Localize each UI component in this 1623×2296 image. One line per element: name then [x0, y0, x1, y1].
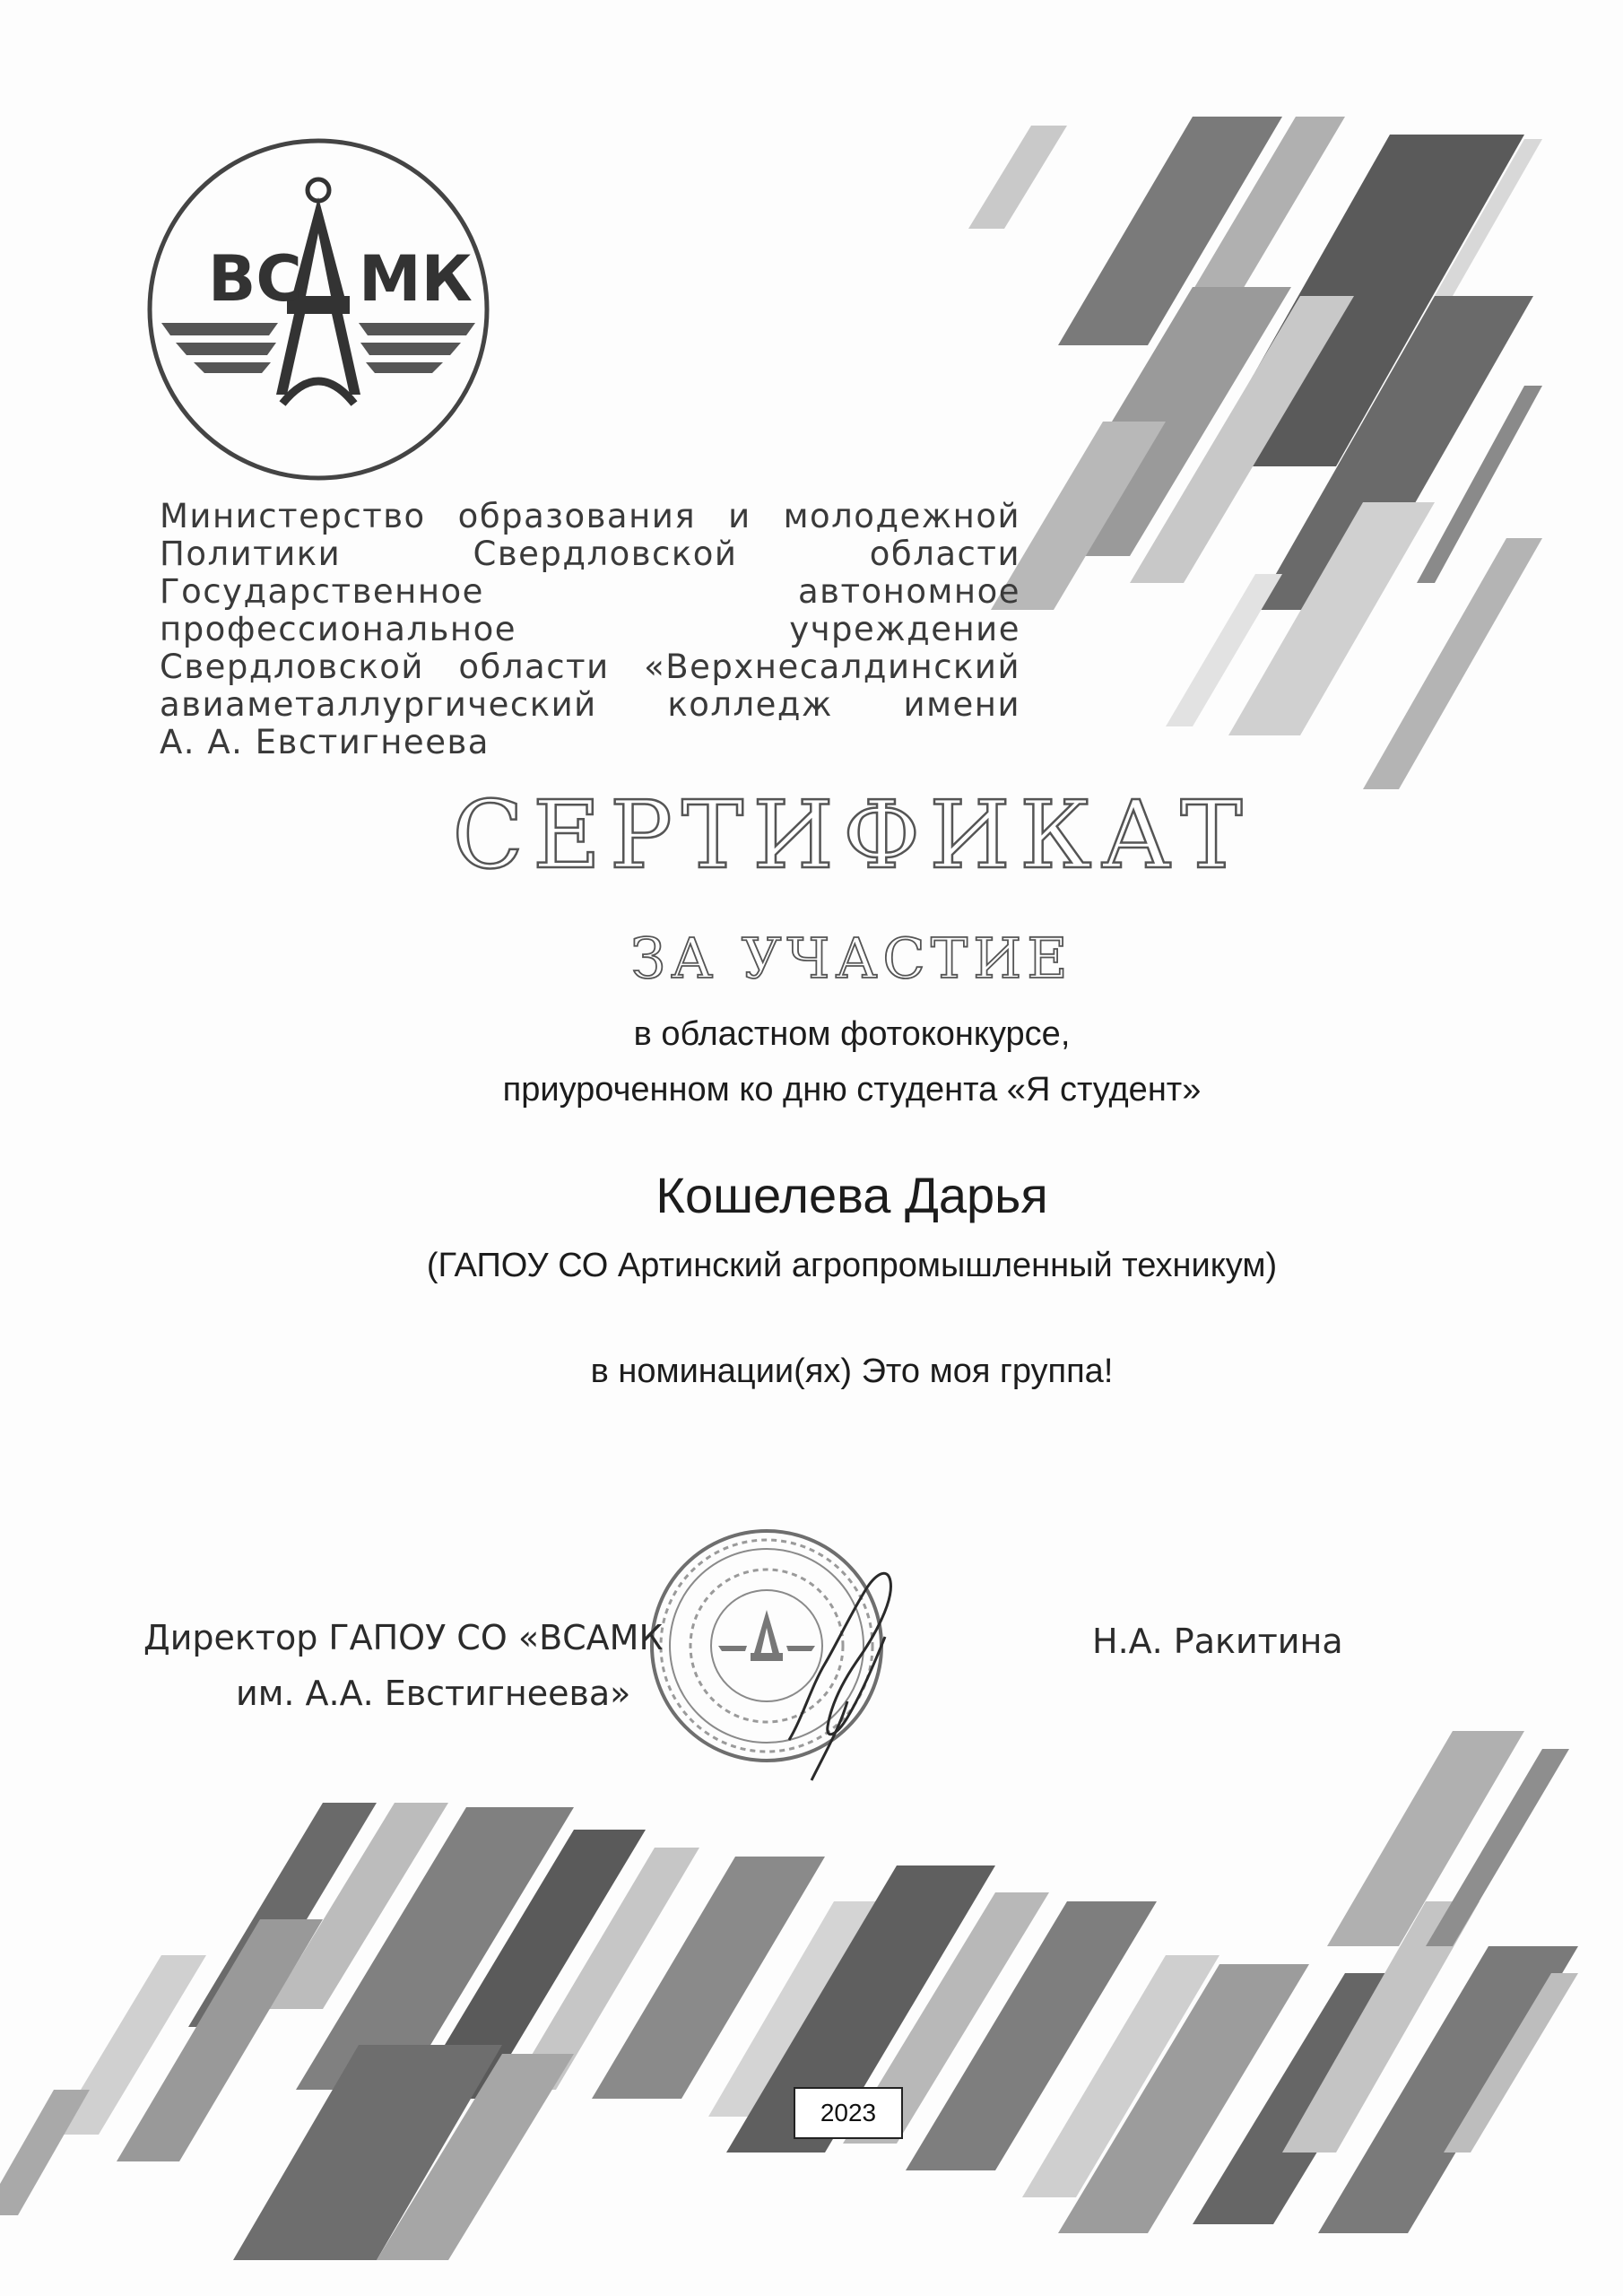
contest-description: [0, 1006, 1623, 1118]
college-logo: [143, 135, 493, 484]
certificate-title-text: СЕРТИФИКАТ: [452, 780, 1252, 890]
organization-line: профессиональное учреждение: [160, 610, 1020, 648]
logo-letters-right: МК: [359, 242, 473, 316]
top-right-stripes: [968, 117, 1542, 789]
organization-line: Государственное автономное: [160, 572, 1020, 611]
organization-line: Политики Свердловской области: [160, 535, 1020, 573]
nomination: в номинации(ях) Это моя группа!: [590, 1352, 1114, 1390]
description-line-1: в областном фотоконкурсе,: [633, 1015, 1071, 1053]
certificate-subtitle-text: ЗА УЧАСТИЕ: [630, 926, 1073, 991]
director-title-line-2: им. А.А. Евстигнеева»: [236, 1674, 631, 1713]
stamp-outer-ring: [652, 1531, 881, 1761]
logo-letters-left: ВС: [208, 242, 302, 316]
signer-name: Н.А. Ракитина: [1092, 1622, 1343, 1661]
organization-block: [160, 498, 1020, 761]
director-title-line-1: Директор ГАПОУ СО «ВСАМК: [143, 1618, 664, 1657]
bottom-stripes: [0, 1731, 1578, 2260]
description-line-2: приуроченном ко дню студента «Я студент»: [502, 1071, 1202, 1109]
official-stamp: [632, 1511, 937, 1798]
organization-line: А. А. Евстигнеева: [160, 723, 490, 761]
handwritten-signature: [789, 1573, 890, 1740]
director-block: [143, 1610, 663, 1721]
recipient-name: Кошелева Дарья: [655, 1167, 1048, 1223]
recipient-institution: (ГАПОУ СО Артинский агропромышленный техникум): [426, 1247, 1278, 1284]
organization-line: авиаметаллургический колледж имени: [160, 685, 1020, 724]
organization-line: Министерство образования и молодежной: [160, 497, 1020, 535]
organization-line: Свердловской области «Верхнесалдинский: [160, 648, 1020, 686]
stamp-logo-icon: [718, 1610, 815, 1661]
logo-arc: [282, 381, 354, 404]
certificate-title: [0, 780, 1623, 890]
logo-wings: [161, 323, 475, 373]
certificate-subtitle: [0, 926, 1623, 991]
year-badge: 2023: [794, 2087, 903, 2139]
